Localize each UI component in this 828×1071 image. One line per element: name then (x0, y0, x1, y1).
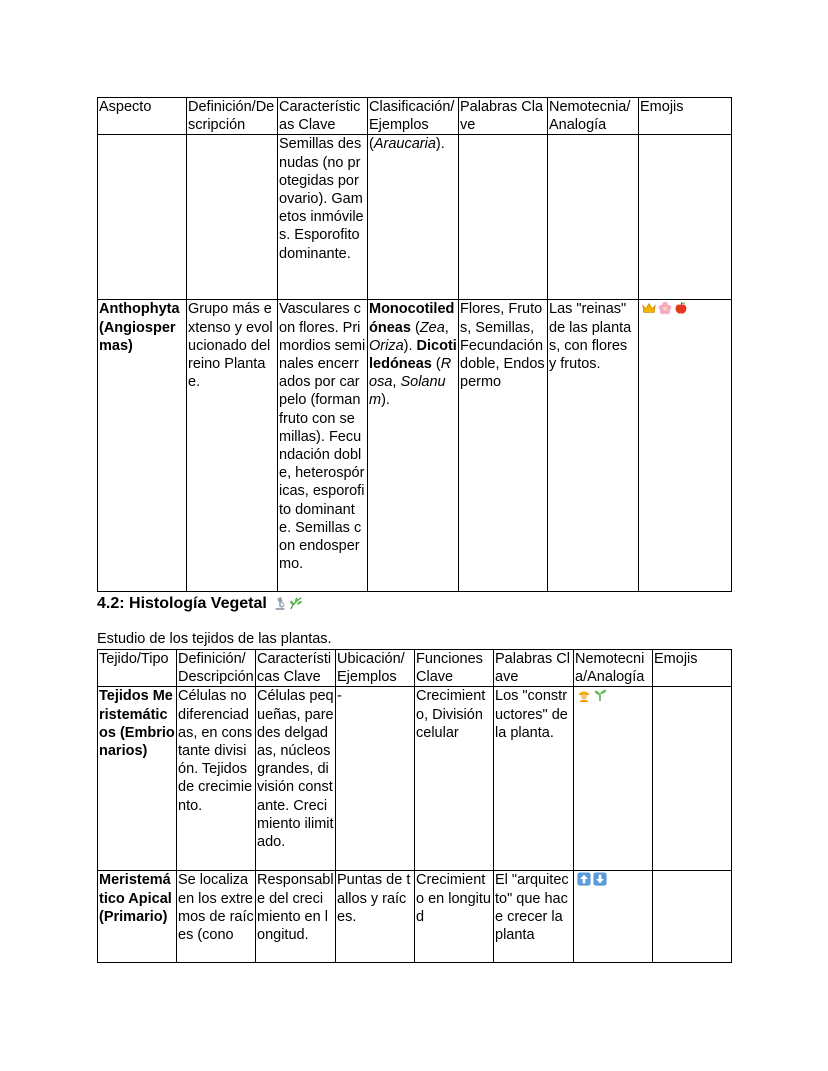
species-name: Zea (419, 319, 445, 336)
header-cell: Definición/Descripción (187, 98, 278, 135)
table-row (98, 687, 732, 871)
blossom-emoji (658, 301, 672, 315)
definition-cell: Se localiza en los extremos de raíces (cono (177, 871, 256, 963)
table-cell (459, 135, 548, 300)
header-cell: Funciones Clave (415, 650, 494, 687)
header-cell: Palabras Clave (459, 98, 548, 135)
text-fragment: ). (381, 392, 390, 409)
keywords-cell: El "arquitecto" que hace crecer la planta (494, 871, 574, 963)
header-cell: Nemotecnia/Analogía (548, 98, 639, 135)
header-cell: Emojis (639, 98, 732, 135)
text-fragment: ( (369, 136, 374, 153)
emojis-cell (653, 871, 732, 963)
up-arrow-emoji (577, 872, 591, 886)
text-fragment: ). (435, 136, 445, 153)
seedling-emoji (593, 688, 607, 702)
species-name: Oriza (369, 337, 404, 354)
characteristics-cell: Vasculares con flores. Primordios seminales encerrados por carpelo (forman fruto con semillas). Fecundación doble, heterospóricas, esporofito dominante. Semillas con endospermo. (278, 300, 368, 592)
text-fragment: ( (431, 356, 441, 373)
tissue-type-cell: Meristemático Apical (Primario) (98, 871, 177, 963)
species-name: Rosa (369, 356, 452, 391)
location-cell: - (336, 687, 415, 871)
histology-table (97, 649, 732, 963)
emojis-cell (639, 300, 732, 592)
text-fragment: , (444, 319, 449, 336)
header-cell: Características Clave (256, 650, 336, 687)
table-cell (639, 135, 732, 300)
header-cell: Nemotecnia/Analogía (574, 650, 653, 687)
keywords-cell: Flores, Frutos, Semillas, Fecundación doble, Endospermo (459, 300, 548, 592)
class-name: Dicotiledóneas (369, 337, 457, 373)
header-cell: Aspecto (98, 98, 187, 135)
text-fragment: ( (410, 319, 420, 336)
functions-cell: Crecimiento en longitud (415, 871, 494, 963)
construction-worker-emoji (577, 688, 591, 702)
aspect-cell: Anthophyta (Angiospermas) (98, 300, 187, 592)
functions-cell: Crecimiento, División celular (415, 687, 494, 871)
class-name: Monocotiledóneas (369, 301, 455, 336)
mnemonic-cell: Las "reinas" de las plantas, con flores y frutos. (548, 300, 639, 592)
section-intro: Estudio de los tejidos de las plantas. (97, 631, 332, 647)
definition-cell: Células no diferenciadas, en constante división. Tejidos de crecimiento. (177, 687, 256, 871)
characteristics-cell: Responsable del crecimiento en longitud. (256, 871, 336, 963)
tissue-type-cell: Tejidos Meristemáticos (Embrionarios) (98, 687, 177, 871)
mnemonic-cell (574, 687, 653, 871)
header-cell: Clasificación/Ejemplos (368, 98, 459, 135)
header-cell: Tejido/Tipo (98, 650, 177, 687)
section-heading (97, 595, 303, 613)
table-header-row (98, 98, 732, 135)
characteristics-cell: Células pequeñas, paredes delgadas, núcleos grandes, división constante. Crecimiento ilimitado. (256, 687, 336, 871)
classification-cell (368, 135, 459, 300)
text-fragment: , (392, 374, 401, 391)
text-fragment: ). (403, 337, 413, 354)
species-name: Solanum (369, 374, 446, 409)
emojis-cell (653, 687, 732, 871)
microscope-icon (273, 596, 287, 610)
mnemonic-cell (574, 871, 653, 963)
table-header-row (98, 650, 732, 687)
taxonomy-table (97, 97, 732, 592)
crown-emoji (642, 301, 656, 315)
header-cell: Palabras Clave (494, 650, 574, 687)
table-cell (98, 135, 187, 300)
down-arrow-emoji (593, 872, 607, 886)
location-cell: Puntas de tallos y raíces. (336, 871, 415, 963)
header-cell: Características Clave (278, 98, 368, 135)
header-cell: Ubicación/Ejemplos (336, 650, 415, 687)
table-cell (548, 135, 639, 300)
table-row (98, 871, 732, 963)
definition-cell: Grupo más extenso y evolucionado del reino Plantae. (187, 300, 278, 592)
header-cell: Emojis (653, 650, 732, 687)
herb-icon (289, 596, 303, 610)
table-row (98, 135, 732, 300)
apple-emoji (674, 301, 688, 315)
characteristics-cell: Semillas desnudas (no protegidas por ovario). Gametos inmóviles. Esporofito dominante. (278, 135, 368, 300)
header-cell: Definición/Descripción (178, 651, 254, 686)
species-name: Araucaria (373, 136, 436, 153)
keywords-cell: Los "constructores" de la planta. (494, 687, 574, 871)
table-row (98, 300, 732, 592)
table-cell (187, 135, 278, 300)
classification-cell (368, 300, 459, 592)
section-heading-text: 4.2: Histología Vegetal (97, 595, 267, 612)
